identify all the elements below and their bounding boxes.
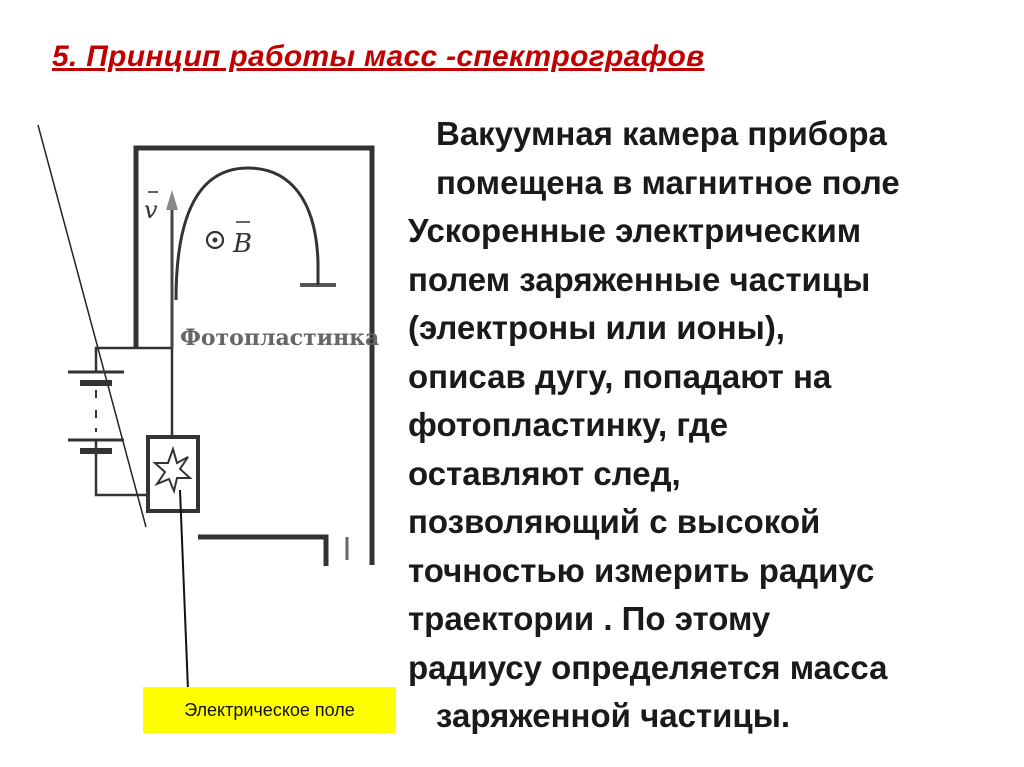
body-line: заряженной частицы.: [436, 697, 791, 734]
body-line: помещена в магнитное поле: [436, 163, 900, 201]
body-line: описав дугу, попадают на: [408, 357, 832, 395]
body-line: Ускоренные электрическим: [408, 212, 862, 249]
body-line: позволяющий с высокой: [408, 503, 821, 540]
pointer-line-top: [38, 125, 146, 527]
body-line: точностью измерить радиус: [408, 551, 875, 589]
velocity-label: v: [144, 196, 158, 224]
body-line: Вакуумная камера прибора: [436, 115, 887, 152]
photo-plate-label: Фотопластинка: [180, 325, 380, 351]
magnetic-field-out-icon: [207, 232, 223, 248]
callout-pointer-line: [180, 490, 188, 690]
circuit-wire-bottom: [96, 462, 148, 495]
body-line: оставляют след,: [408, 454, 681, 492]
body-line: фотопластинку, где: [408, 406, 729, 443]
description-text: [408, 110, 1018, 741]
slide-title: 5. Принцип работы масс -спектрографов: [52, 40, 705, 73]
electric-field-callout: Электрическое поле: [143, 687, 396, 733]
magnetic-field-label: B: [233, 229, 253, 259]
body-line: траектории . По этому: [408, 600, 771, 637]
mass-spectrograph-diagram: [0, 0, 400, 767]
body-line: радиусу определяется масса: [408, 648, 888, 686]
body-line: полем заряженные частицы: [408, 260, 871, 298]
circuit-wire-top: [96, 348, 172, 437]
body-line: (электроны или ионы),: [408, 309, 785, 346]
chamber-bottom-wall: [198, 537, 326, 566]
